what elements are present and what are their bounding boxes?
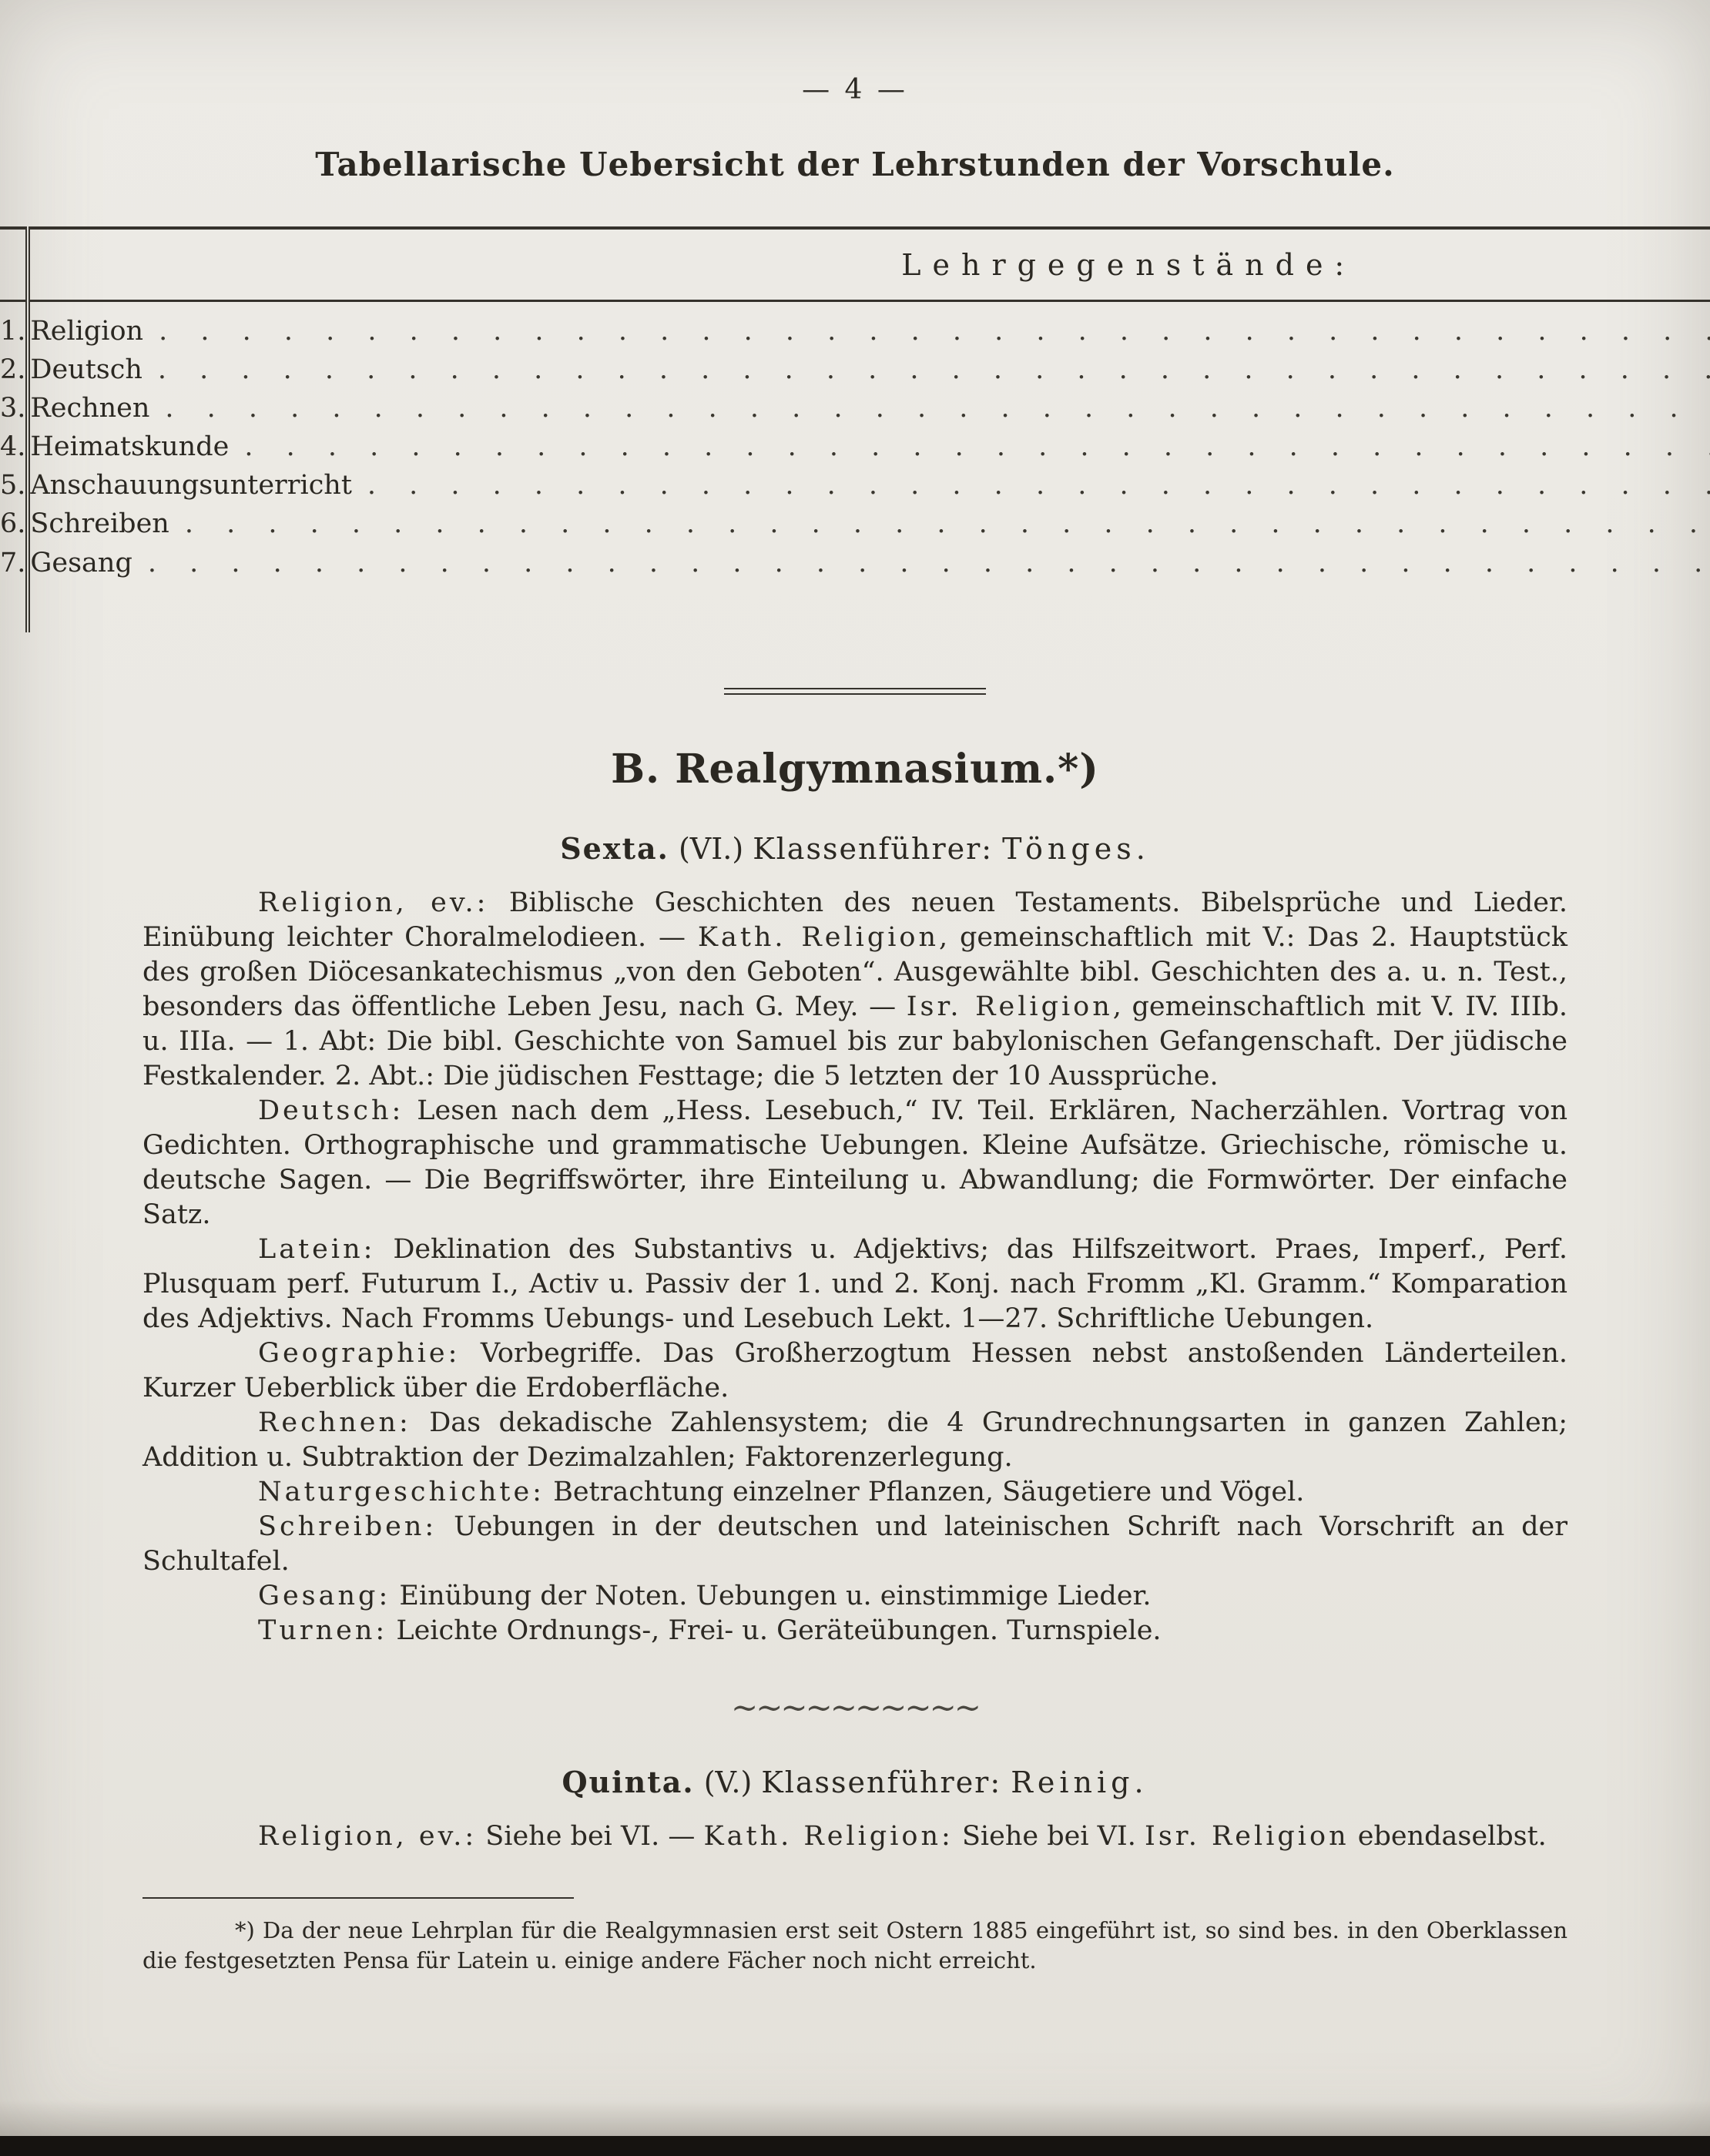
paragraph-text: Uebungen in der deutschen und lateinischen Schrift nach Vorschrift an der Schultafel. bbox=[142, 1511, 1568, 1577]
sexta-curriculum-paragraphs bbox=[142, 886, 1568, 1648]
lesson-hours-table bbox=[0, 226, 1710, 632]
quinta-heading bbox=[0, 1765, 1710, 1799]
subject-label: Religion bbox=[30, 316, 144, 347]
subjects-header-label: Lehrgegenstände: bbox=[901, 247, 1356, 282]
paragraph-text: Das dekadische Zahlensystem; die 4 Grundrechnungsarten in ganzen Zahlen; Addition u. Subtraktion der Dezimalzahlen; Faktorenzerlegung. bbox=[142, 1407, 1568, 1473]
curriculum-paragraph bbox=[142, 1475, 1568, 1510]
paragraph-text: Einübung der Noten. Uebungen u. einstimmige Lieder. bbox=[391, 1581, 1152, 1611]
class-teacher-label: Klassenführer: bbox=[761, 1765, 1002, 1799]
paragraph-text: , gemeinschaftlich mit V. IV. IIIb. u. IIIa. — 1. Abt: Die bibl. Geschichte von Samuel bis zur babylonischen Gefangenschaft. Der jüdische Festkalender. 2. Abt.: Die jüdischen Festtage; die 5 letzten der 10 Aussprüche. bbox=[142, 991, 1568, 1091]
class-roman-numeral: (V.) bbox=[703, 1765, 753, 1799]
paragraph-text: Betrachtung einzelner Pflanzen, Säugetiere und Vögel. bbox=[544, 1477, 1305, 1507]
paragraph-text: Vorbegriffe. Das Großherzogtum Hessen nebst anstoßenden Länderteilen. Kurzer Ueberblick über die Erdoberfläche. bbox=[142, 1338, 1568, 1403]
subjects-column-header bbox=[28, 228, 1710, 301]
table-row bbox=[0, 389, 1710, 428]
double-rule-divider bbox=[724, 688, 986, 695]
scan-shadow-artifact bbox=[0, 2101, 1710, 2136]
class-name: Sexta. bbox=[560, 831, 669, 866]
paragraph-text: Siehe bei VI. — bbox=[477, 1821, 704, 1852]
page-number: — 4 — bbox=[802, 74, 908, 106]
paragraph-text: , gemeinschaftlich mit V.: Das 2. Hauptstück des großen Diöcesankatechismus „von den Geboten“. Ausgewählte bibl. Geschichten des a. u. n. Test., besonders das öffentliche Leben Jesu, nach G. Mey. — bbox=[142, 922, 1568, 1022]
paragraph-text: Siehe bei VI. bbox=[953, 1821, 1145, 1852]
emphasized-term: Deutsch: bbox=[258, 1095, 404, 1126]
totals-label bbox=[28, 582, 1710, 632]
emphasized-term: Kath. Religion: bbox=[703, 1821, 954, 1852]
emphasized-term: Turnen: bbox=[258, 1615, 388, 1646]
totals-empty-cell bbox=[0, 582, 28, 632]
dot-leader bbox=[244, 431, 1710, 462]
subject-label-cell bbox=[28, 428, 1710, 466]
emphasized-term: Religion, ev.: bbox=[258, 1821, 478, 1852]
table-body bbox=[0, 301, 1710, 583]
paragraph-text: Deklination des Substantivs u. Adjektivs; das Hilfszeitwort. Praes, Imperf., Perf. Plusquam perf. Futurum I., Activ u. Passiv der 1. und 2. Konj. nach Fromm „Kl. Gramm.“ Komparation des Adjektivs. Nach Fromms Uebungs- und Lesebuch Lekt. 1—27. Schriftliche Uebungen. bbox=[142, 1234, 1568, 1334]
curriculum-paragraph bbox=[142, 1614, 1568, 1648]
class-roman-numeral: (VI.) bbox=[678, 832, 744, 866]
curriculum-paragraph bbox=[142, 1579, 1568, 1614]
dot-leader bbox=[148, 548, 1710, 578]
subject-label-cell bbox=[28, 389, 1710, 428]
emphasized-term: Kath. Religion bbox=[697, 922, 940, 953]
table-row bbox=[0, 466, 1710, 505]
subject-label: Heimatskunde bbox=[30, 431, 230, 462]
squiggle-divider bbox=[0, 1688, 1710, 1726]
subject-label-cell bbox=[28, 505, 1710, 543]
emphasized-term: Rechnen: bbox=[258, 1407, 411, 1438]
subject-label: Schreiben bbox=[30, 508, 169, 539]
subject-label-cell bbox=[28, 350, 1710, 389]
subject-label: Deutsch bbox=[30, 354, 142, 385]
subject-label: Rechnen bbox=[30, 393, 150, 424]
curriculum-paragraph bbox=[142, 1406, 1568, 1475]
row-number: 3. bbox=[0, 393, 26, 424]
subject-label-cell bbox=[28, 543, 1710, 582]
emphasized-term: Religion, ev.: bbox=[258, 887, 489, 918]
paragraph-text: Leichte Ordnungs-, Frei- u. Geräteübungen. Turnspiele. bbox=[387, 1615, 1162, 1646]
table-row bbox=[0, 505, 1710, 543]
curriculum-paragraph bbox=[142, 1232, 1568, 1336]
row-number: 6. bbox=[0, 508, 26, 539]
table-row bbox=[0, 428, 1710, 466]
paragraph-text: ebendaselbst. bbox=[1349, 1821, 1547, 1852]
table-row bbox=[0, 301, 1710, 351]
dot-leader bbox=[185, 508, 1710, 539]
subject-label: Gesang bbox=[30, 547, 132, 578]
subject-label-cell bbox=[28, 466, 1710, 505]
quinta-curriculum-paragraphs bbox=[142, 1819, 1568, 1854]
emphasized-term: Naturgeschichte: bbox=[258, 1477, 545, 1507]
row-number: 2. bbox=[0, 354, 26, 385]
dot-leader bbox=[159, 316, 1710, 347]
curriculum-paragraph bbox=[142, 1819, 1568, 1854]
curriculum-paragraph bbox=[142, 1336, 1568, 1406]
dot-leader bbox=[158, 354, 1710, 385]
emphasized-term: Isr. Religion bbox=[1145, 1821, 1350, 1852]
class-teacher-name: Reinig. bbox=[1011, 1765, 1148, 1799]
subject-label-cell bbox=[28, 301, 1710, 351]
class-teacher-name: Tönges. bbox=[1002, 832, 1150, 866]
sexta-heading bbox=[0, 831, 1710, 866]
totals-row bbox=[0, 582, 1710, 632]
curriculum-paragraph bbox=[142, 1510, 1568, 1579]
row-number: 7. bbox=[0, 547, 26, 578]
emphasized-term: Schreiben: bbox=[258, 1511, 438, 1542]
emphasized-term: Geographie: bbox=[258, 1338, 461, 1369]
emphasized-term: Latein: bbox=[258, 1234, 376, 1265]
class-name: Quinta. bbox=[562, 1765, 695, 1799]
document-title: Tabellarische Uebersicht der Lehrstunden der Vorschule. bbox=[315, 146, 1395, 183]
paragraph-text: Lesen nach dem „Hess. Lesebuch,“ IV. Teil. Erklären, Nacherzählen. Vortrag von Gedichten. Orthographische und grammatische Uebungen. Kleine Aufsätze. Griechische, römische u. deutsche Sagen. — Die Begriffswörter, ihre Einteilung u. Abwandlung; die Formwörter. Der einfache Satz. bbox=[142, 1095, 1568, 1230]
class-teacher-label: Klassenführer: bbox=[753, 832, 994, 866]
row-number: 4. bbox=[0, 431, 26, 462]
row-number: 5. bbox=[0, 470, 26, 501]
table-corner-cell bbox=[0, 228, 28, 301]
scan-edge-artifact bbox=[0, 2136, 1710, 2156]
section-heading: B. Realgymnasium.*) bbox=[611, 746, 1099, 793]
table-header-row bbox=[0, 228, 1710, 267]
subject-label: Anschauungsunterricht bbox=[30, 470, 352, 501]
paragraph-text: Biblische Geschichten des neuen Testaments. Bibelsprüche und Lieder. Einübung leichter Choralmelodieen. — bbox=[142, 887, 1568, 953]
curriculum-paragraph bbox=[142, 1094, 1568, 1232]
footnote-rule bbox=[142, 1897, 574, 1899]
curriculum-paragraph bbox=[142, 886, 1568, 1094]
table-row bbox=[0, 350, 1710, 389]
emphasized-term: Isr. Religion bbox=[906, 991, 1113, 1022]
row-number: 1. bbox=[0, 316, 26, 347]
dot-leader bbox=[367, 470, 1710, 501]
emphasized-term: Gesang: bbox=[258, 1581, 391, 1611]
footnote-text: *) Da der neue Lehrplan für die Realgymnasien erst seit Ostern 1885 eingeführt ist, so sind bes. in den Oberklassen die festgesetzten Pensa für Latein u. einige andere Fächer noch nicht erreicht. bbox=[142, 1917, 1568, 1973]
dot-leader bbox=[165, 393, 1710, 424]
table-row bbox=[0, 543, 1710, 582]
